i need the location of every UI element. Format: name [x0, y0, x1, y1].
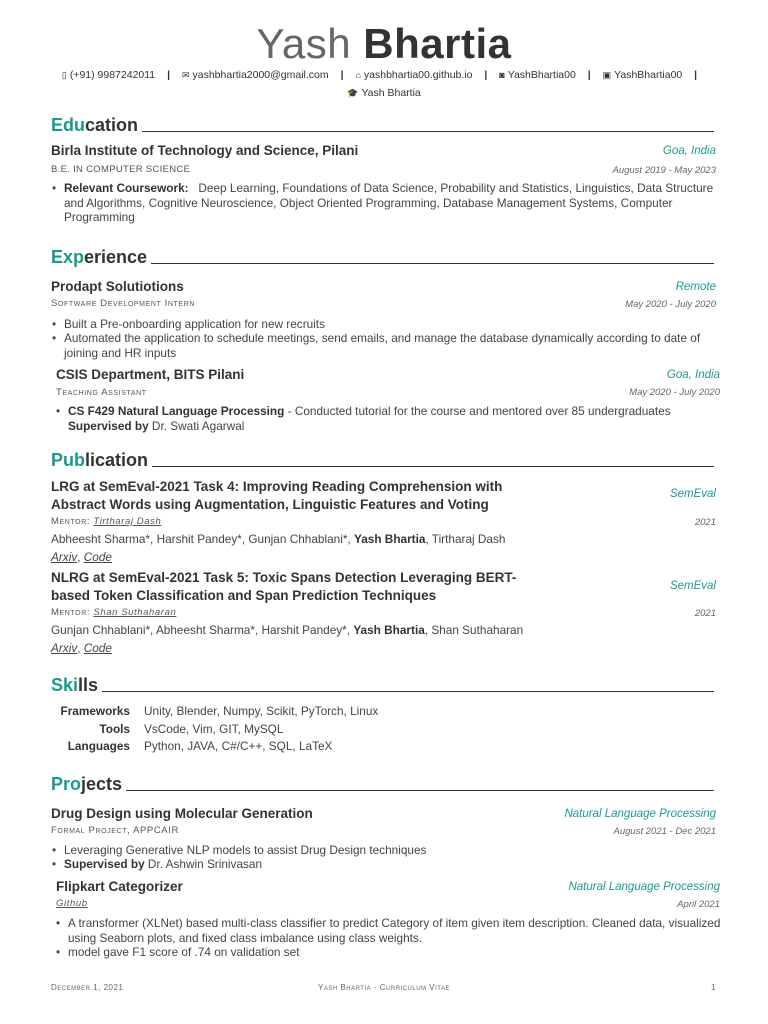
first-name: Yash — [256, 20, 352, 67]
institution: Birla Institute of Technology and Science, Pilani — [51, 143, 359, 158]
publication-title: NLRG at SemEval-2021 Task 5: Toxic Spans Detection Leveraging BERT-based Token Classification and Span Prediction Techniques — [51, 570, 517, 603]
publication-venue: SemEval — [669, 580, 716, 592]
footer-date: December 1, 2021 — [51, 983, 124, 992]
contact-line — [0, 69, 768, 81]
education-dates: August 2019 - May 2023 — [612, 165, 716, 176]
last-name: Bhartia — [363, 20, 512, 67]
section-experience: Exp erience — [51, 247, 714, 268]
experience-org: Prodapt Solutiotions — [51, 279, 184, 294]
publication-mentor: Mentor: Tirtharaj Dash — [51, 516, 162, 527]
experience-org: CSIS Department, BITS Pilani — [56, 367, 245, 382]
publication-links: Arxiv, Code — [51, 641, 112, 655]
home-icon: ⌂ — [355, 70, 361, 80]
coursework-bullet: • Relevant Coursework: Deep Learning, Foundations of Data Science, Probability and Statistics, Linguistics, Data Structure and Algorithms, Cognitive Neuroscience, Object Oriented Programming, Database Management Systems, Computer Programming — [64, 181, 718, 225]
separator: | — [167, 69, 171, 81]
project-bullet: • A transformer (XLNet) based multi-class classifier to predict Category of item given item description. Cleaned data, visualized using Seaborn plots, and fixed class imbalance using class weights. — [68, 916, 722, 945]
experience-location: Goa, India — [666, 369, 720, 381]
skill-value: Unity, Blender, Numpy, Scikit, PyTorch, Linux — [144, 704, 379, 718]
publication-year: 2021 — [694, 608, 716, 619]
publication-authors: Gunjan Chhablani*, Abheesht Sharma*, Harshit Pandey*, Yash Bhartia, Shan Suthaharan — [51, 623, 524, 637]
skill-value: VsCode, Vim, GIT, MySQL — [144, 722, 284, 736]
skill-label: Tools — [99, 722, 130, 736]
github-link[interactable]: Github — [56, 898, 88, 909]
section-projects: Pro jects — [51, 774, 714, 795]
footer-title: Yash Bhartia · Curriculum Vitae — [318, 983, 450, 992]
section-rule — [142, 131, 714, 132]
website-link[interactable]: yashbhartia00.github.io — [363, 69, 473, 81]
skill-value: Python, JAVA, C#/C++, SQL, LaTeX — [144, 739, 333, 753]
project-dates: August 2021 - Dec 2021 — [613, 826, 716, 837]
arxiv-link[interactable]: Arxiv — [51, 550, 78, 564]
publication-authors: Abheesht Sharma*, Harshit Pandey*, Gunjan Chhablani*, Yash Bhartia, Tirtharaj Dash — [51, 532, 506, 546]
scholar-line — [0, 87, 768, 99]
experience-role: Teaching Assistant — [56, 387, 147, 398]
project-title: Drug Design using Molecular Generation — [51, 806, 313, 821]
project-bullet: • model gave F1 score of .74 on validation set — [68, 945, 722, 960]
experience-dates: May 2020 - July 2020 — [629, 387, 720, 398]
publication-links: Arxiv, Code — [51, 550, 112, 564]
experience-location: Remote — [675, 281, 716, 293]
section-rule — [151, 263, 714, 264]
github-icon: ◙ — [499, 70, 505, 80]
linkedin-link[interactable]: YashBhartia00 — [614, 69, 683, 81]
email-icon: ✉ — [181, 70, 190, 80]
publication-venue: SemEval — [669, 488, 716, 500]
scholar-link[interactable]: Yash Bhartia — [361, 87, 421, 99]
phone[interactable]: (+91) 9987242011 — [69, 69, 156, 81]
experience-bullet: • Built a Pre-onboarding application for new recruits — [64, 317, 720, 332]
separator: | — [694, 69, 698, 81]
section-education: Edu cation — [51, 115, 714, 136]
project-dates: April 2021 — [677, 899, 720, 910]
arxiv-link[interactable]: Arxiv — [51, 641, 78, 655]
project-bullet: • Leveraging Generative NLP models to assist Drug Design techniques — [64, 843, 720, 858]
project-title: Flipkart Categorizer — [56, 879, 183, 894]
phone-icon: ▯ — [61, 70, 67, 80]
project-area: Natural Language Processing — [568, 881, 720, 893]
project-bullet: • Supervised by Dr. Ashwin Srinivasan — [64, 857, 720, 872]
publication-title: LRG at SemEval-2021 Task 4: Improving Reading Comprehension with Abstract Words using Augmentation, Linguistic Features and Voting — [51, 479, 503, 512]
project-area: Natural Language Processing — [564, 808, 716, 820]
email-link[interactable]: yashbhartia2000@gmail.com — [192, 69, 329, 81]
separator: | — [484, 69, 488, 81]
experience-bullet: • Automated the application to schedule meetings, send emails, and manage the database dynamically according to date of joining and HR inputs — [64, 331, 718, 360]
code-link[interactable]: Code — [83, 550, 112, 564]
resume-name — [0, 18, 768, 70]
education-location: Goa, India — [662, 145, 716, 157]
experience-bullet: • CS F429 Natural Language Processing - Conducted tutorial for the course and mentored over 85 undergraduates Supervised by Dr. Swati Agarwal — [68, 404, 722, 433]
skill-label: Languages — [67, 739, 130, 753]
github-link[interactable]: YashBhartia00 — [507, 69, 576, 81]
section-rule — [152, 466, 714, 467]
separator: | — [587, 69, 591, 81]
skill-label: Frameworks — [60, 704, 130, 718]
linkedin-icon: ▣ — [602, 70, 612, 80]
code-link[interactable]: Code — [83, 641, 112, 655]
publication-mentor: Mentor: Shan Suthaharan — [51, 607, 177, 618]
experience-role: Software Development Intern — [51, 298, 196, 309]
section-rule — [102, 691, 714, 692]
section-skills: Ski lls — [51, 675, 714, 696]
graduation-cap-icon: 🎓 — [347, 88, 359, 98]
section-publication: Pub lication — [51, 450, 714, 471]
project-sub: Formal Project, APPCAIR — [51, 825, 179, 836]
experience-dates: May 2020 - July 2020 — [625, 299, 716, 310]
section-rule — [126, 790, 714, 791]
page-number: 1 — [711, 983, 716, 992]
publication-year: 2021 — [694, 517, 716, 528]
separator: | — [340, 69, 344, 81]
degree: B.E. IN COMPUTER SCIENCE — [51, 164, 191, 175]
